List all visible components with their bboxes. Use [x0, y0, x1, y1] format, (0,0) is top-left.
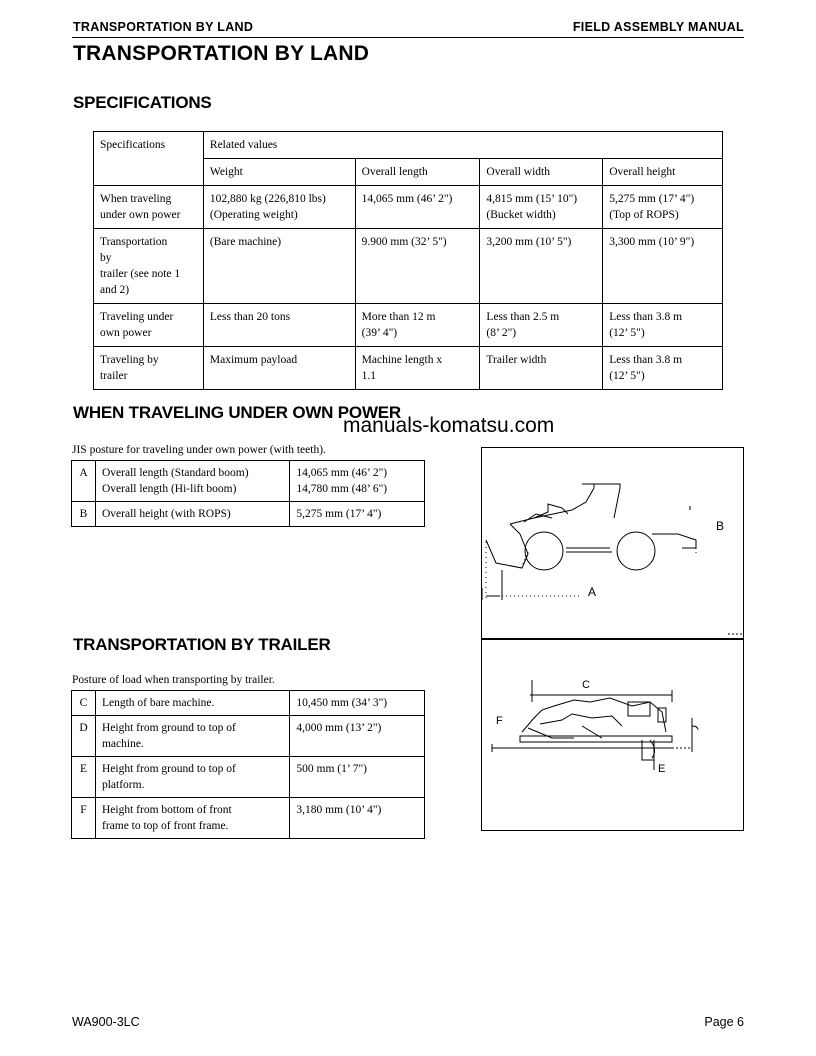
row-label-line: Transportation	[100, 236, 168, 248]
cell-line: (8’ 2")	[486, 327, 517, 339]
dimension-description	[95, 716, 289, 757]
value-line: 3,180 mm (10’ 4")	[296, 804, 382, 816]
table-row	[72, 757, 425, 798]
cell-line: Less than 3.8 m	[609, 311, 683, 323]
value-line: 5,275 mm (17’ 4")	[296, 508, 382, 520]
footer-model: WA900-3LC	[72, 1015, 140, 1029]
value-line: 4,000 mm (13’ 2")	[296, 722, 382, 734]
row-label-line: by	[100, 252, 112, 264]
table-row	[94, 304, 723, 347]
table-cell	[355, 304, 480, 347]
cell-line: (12’ 5")	[609, 370, 645, 382]
table-cell	[203, 186, 355, 229]
row-label	[94, 347, 204, 390]
footer-page-number: Page 6	[704, 1015, 744, 1029]
cell-line: Trailer width	[486, 354, 547, 366]
dimension-description	[95, 798, 289, 839]
value-line: 500 mm (1’ 7")	[296, 763, 367, 775]
column-subheader: Overall width	[480, 159, 603, 186]
dimension-description	[95, 757, 289, 798]
cell-line: More than 12 m	[361, 311, 436, 323]
value-line: 10,450 mm (34’ 3")	[296, 697, 388, 709]
row-label-line: under own power	[100, 209, 181, 221]
table-cell	[603, 347, 723, 390]
trailer-heading: TRANSPORTATION BY TRAILER	[73, 635, 331, 654]
cell-line: (39’ 4")	[361, 327, 398, 339]
table-cell	[203, 229, 355, 304]
table-cell	[480, 186, 603, 229]
description-line: Length of bare machine.	[101, 697, 215, 709]
wheel-loader-side-view	[482, 448, 745, 640]
table-cell	[603, 229, 723, 304]
specifications-table	[93, 131, 723, 390]
row-label-line: When traveling	[100, 193, 172, 205]
cell-line: (Operating weight)	[209, 209, 298, 221]
cell-line: 102,880 kg (226,810 lbs)	[209, 193, 326, 205]
loader-on-trailer-side-view	[482, 640, 745, 832]
table-cell	[355, 186, 480, 229]
table-cell	[203, 347, 355, 390]
dimension-description	[95, 691, 289, 716]
value-line: 14,780 mm (48’ 6")	[296, 483, 388, 495]
trailer-lead: Posture of load when transporting by trailer.	[72, 674, 275, 686]
table-row	[72, 502, 425, 527]
table-row	[72, 461, 425, 502]
table-cell	[603, 304, 723, 347]
table-cell	[355, 347, 480, 390]
dimension-key: E	[72, 757, 96, 798]
dimension-label-f: F	[496, 715, 503, 727]
dimension-key: F	[72, 798, 96, 839]
own-power-heading: WHEN TRAVELING UNDER OWN POWER	[73, 403, 402, 422]
cell-line: 3,200 mm (10’ 5")	[486, 236, 572, 248]
row-label	[94, 186, 204, 229]
dimension-description	[95, 461, 289, 502]
cell-line: (Top of ROPS)	[609, 209, 679, 221]
running-header-right: FIELD ASSEMBLY MANUAL	[572, 20, 744, 34]
row-label	[94, 304, 204, 347]
loader-figure-frame	[481, 447, 744, 639]
cell-line: Maximum payload	[209, 354, 298, 366]
own-power-lead: JIS posture for traveling under own power (with teeth).	[72, 444, 326, 456]
dimension-key: C	[72, 691, 96, 716]
page-title: TRANSPORTATION BY LAND	[73, 42, 370, 65]
dimension-label-c: C	[582, 679, 590, 691]
table-cell	[355, 229, 480, 304]
dimension-description	[95, 502, 289, 527]
description-line: Height from ground to top of	[101, 763, 236, 775]
dimension-value	[290, 691, 425, 716]
cell-line: Less than 2.5 m	[486, 311, 560, 323]
description-line: platform.	[101, 779, 145, 791]
description-line: Overall length (Standard boom)	[101, 467, 249, 479]
description-line: Overall length (Hi-lift boom)	[101, 483, 237, 495]
cell-line: Machine length x	[361, 354, 443, 366]
dimension-label-a: A	[588, 585, 597, 599]
value-line: 14,065 mm (46’ 2")	[296, 467, 388, 479]
row-label-line: trailer (see note 1	[100, 268, 181, 280]
cell-line: (Bare machine)	[209, 236, 282, 248]
row-label-line: and 2)	[100, 284, 130, 296]
trailer-table	[71, 690, 425, 839]
dimension-value	[290, 716, 425, 757]
dimension-key: D	[72, 716, 96, 757]
table-row	[72, 691, 425, 716]
cell-line: 5,275 mm (17’ 4")	[609, 193, 695, 205]
row-label	[94, 229, 204, 304]
header-rule	[72, 37, 744, 38]
description-line: Height from ground to top of	[101, 722, 236, 734]
trailer-figure-frame	[481, 639, 744, 831]
table-row	[94, 186, 723, 229]
cell-line: (Bucket width)	[486, 209, 556, 221]
watermark: manuals-komatsu.com	[343, 414, 555, 437]
column-header-related-values: Related values	[203, 132, 722, 159]
column-header-specifications: Specifications	[94, 132, 204, 186]
dimension-label-b: B	[716, 519, 725, 533]
row-label-line: own power	[100, 327, 152, 339]
dimension-value	[290, 461, 425, 502]
own-power-table	[71, 460, 425, 527]
dimension-label-e: E	[658, 763, 666, 775]
cell-line: 3,300 mm (10’ 9")	[609, 236, 695, 248]
description-line: Height from bottom of front	[101, 804, 232, 816]
dimension-key: B	[72, 502, 96, 527]
description-line: Overall height (with ROPS)	[101, 508, 231, 520]
cell-line: 1.1	[361, 370, 377, 382]
row-label-line: trailer	[100, 370, 128, 382]
table-row	[94, 229, 723, 304]
specifications-heading: SPECIFICATIONS	[73, 93, 212, 112]
column-subheader: Weight	[203, 159, 355, 186]
table-cell	[203, 304, 355, 347]
table-cell	[603, 186, 723, 229]
row-label-line: Traveling under	[100, 311, 174, 323]
column-subheader: Overall height	[603, 159, 723, 186]
column-subheader: Overall length	[355, 159, 480, 186]
cell-line: 14,065 mm (46’ 2")	[361, 193, 453, 205]
cell-line: 9.900 mm (32’ 5")	[361, 236, 447, 248]
dimension-value	[290, 502, 425, 527]
table-row	[72, 798, 425, 839]
table-row	[94, 347, 723, 390]
table-cell	[480, 347, 603, 390]
cell-line: (12’ 5")	[609, 327, 645, 339]
running-header-left: TRANSPORTATION BY LAND	[73, 20, 254, 34]
dimension-value	[290, 757, 425, 798]
row-label-line: Traveling by	[100, 354, 159, 366]
dimension-value	[290, 798, 425, 839]
cell-line: Less than 20 tons	[209, 311, 291, 323]
table-cell	[480, 229, 603, 304]
description-line: frame to top of front frame.	[101, 820, 229, 832]
cell-line: Less than 3.8 m	[609, 354, 683, 366]
dimension-key: A	[72, 461, 96, 502]
description-line: machine.	[101, 738, 144, 750]
table-row	[72, 716, 425, 757]
dimension-label-d: D	[696, 728, 699, 733]
table-cell	[480, 304, 603, 347]
cell-line: 4,815 mm (15’ 10")	[486, 193, 578, 205]
